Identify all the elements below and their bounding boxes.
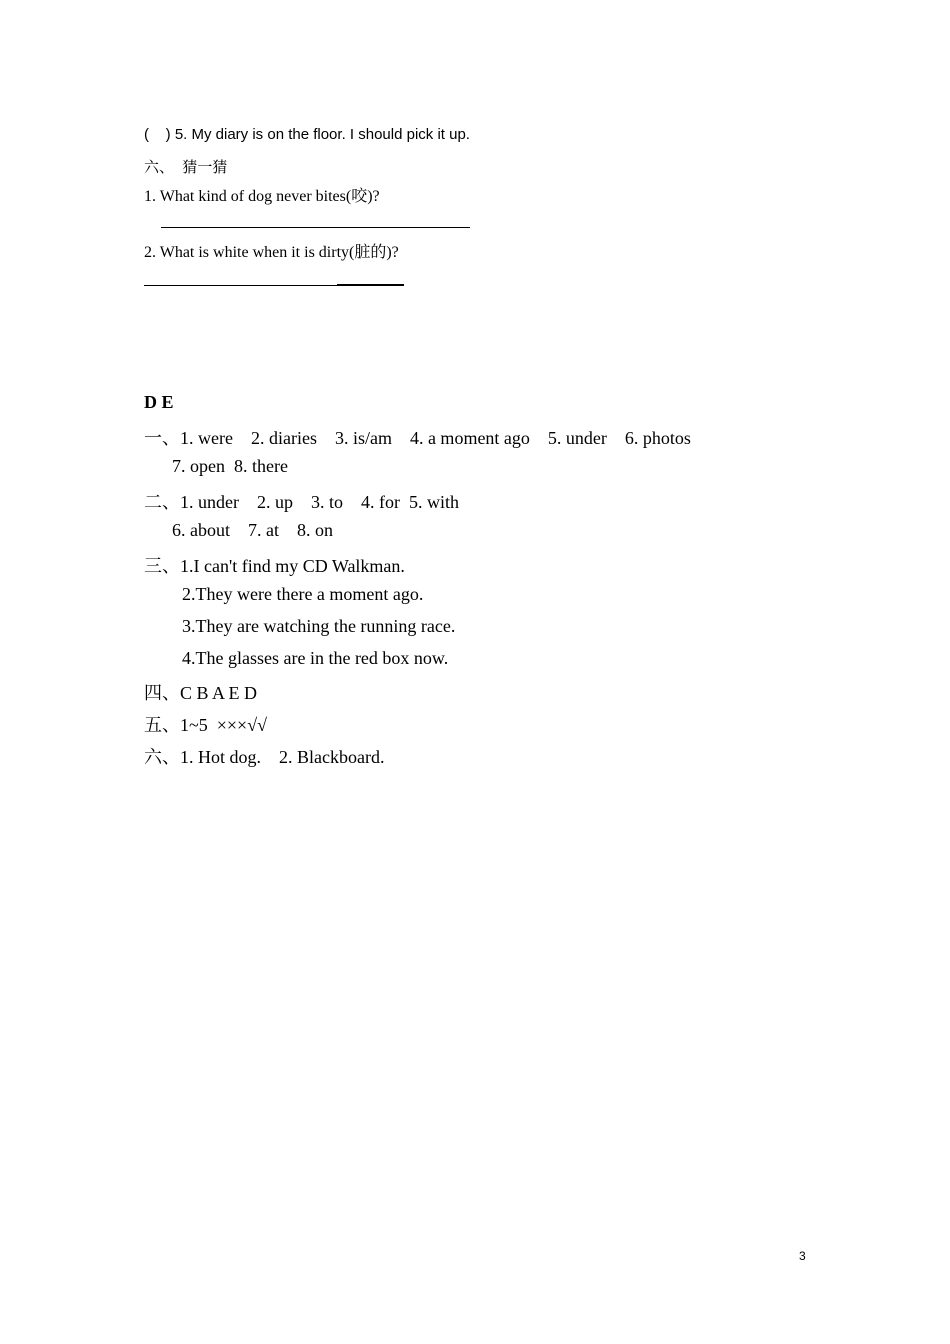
answer-section-2-line-2: 6. about 7. at 8. on xyxy=(172,520,333,540)
section-6-title: 六、 猜一猜 xyxy=(144,159,228,176)
answer-section-2-line-1: 二、1. under 2. up 3. to 4. for 5. with xyxy=(144,492,459,512)
answer-line-1b xyxy=(352,227,470,228)
answer-key-header: D E xyxy=(144,392,174,412)
answer-section-1-line-1: 一、1. were 2. diaries 3. is/am 4. a moment ago 5. under 6. photos xyxy=(144,428,691,448)
answer-section-3-line-2: 2.They were there a moment ago. xyxy=(182,584,424,604)
answer-section-5: 五、1~5 ×××√√ xyxy=(144,715,267,735)
answer-section-3-line-4: 4.The glasses are in the red box now. xyxy=(182,648,449,668)
answer-line-2b xyxy=(337,284,404,286)
answer-section-1-line-2: 7. open 8. there xyxy=(172,456,288,476)
answer-line-1a xyxy=(161,227,352,228)
answer-line-2a xyxy=(144,285,337,286)
answer-section-3-line-1: 三、1.I can't find my CD Walkman. xyxy=(144,556,405,576)
answer-section-3-line-3: 3.They are watching the running race. xyxy=(182,616,456,636)
question-5: ( ) 5. My diary is on the floor. I should pick it up. xyxy=(144,126,470,143)
answer-section-6: 六、1. Hot dog. 2. Blackboard. xyxy=(144,747,385,767)
riddle-1: 1. What kind of dog never bites(咬)? xyxy=(144,188,380,205)
answer-section-4: 四、C B A E D xyxy=(144,683,258,703)
riddle-2: 2. What is white when it is dirty(脏的)? xyxy=(144,244,399,261)
page-number: 3 xyxy=(799,1249,806,1263)
